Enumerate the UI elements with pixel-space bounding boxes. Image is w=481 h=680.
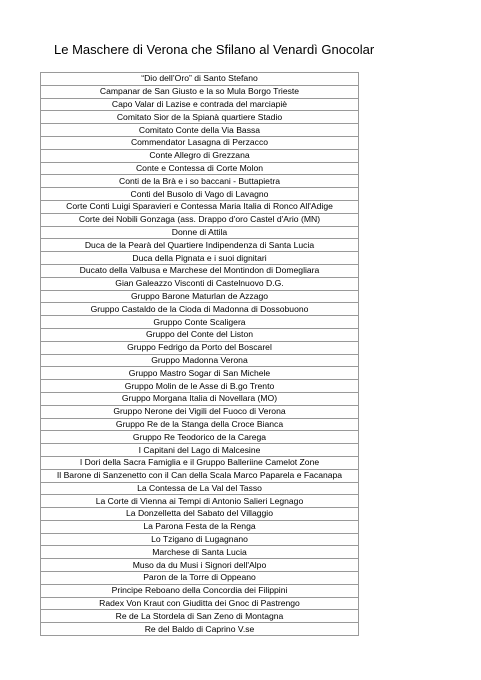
table-cell: Gian Galeazzo Visconti di Castelnuovo D.G. <box>41 277 359 290</box>
table-row <box>41 73 359 86</box>
table-row <box>41 162 359 175</box>
table-cell: Gruppo Re de la Stanga della Croce Bianca <box>41 418 359 431</box>
table-cell: Gruppo Fedrigo da Porto del Boscarel <box>41 341 359 354</box>
table-row <box>41 200 359 213</box>
table-row <box>41 239 359 252</box>
table-cell: I Dori della Sacra Famiglia e il Gruppo Balleriine Camelot Zone <box>41 456 359 469</box>
table-cell: Ducato della Valbusa e Marchese del Montindon di Domegliara <box>41 264 359 277</box>
table-cell: Duca della Pignata e i suoi dignitari <box>41 252 359 265</box>
table-cell: Gruppo Conte Scaligera <box>41 316 359 329</box>
table-cell: La Parona Festa de la Renga <box>41 520 359 533</box>
table-cell: Conti del Busolo di Vago di Lavagno <box>41 188 359 201</box>
table-row <box>41 98 359 111</box>
table-row <box>41 559 359 572</box>
table-cell: Conte Allegro di Grezzana <box>41 149 359 162</box>
table-row <box>41 418 359 431</box>
table-cell: Duca de la Pearà del Quartiere Indipendenza di Santa Lucia <box>41 239 359 252</box>
table-cell: Conti de la Brà e i so baccani - Buttapietra <box>41 175 359 188</box>
table-cell: Conte e Contessa di Corte Molon <box>41 162 359 175</box>
table-row <box>41 124 359 137</box>
table-row <box>41 303 359 316</box>
table-row <box>41 405 359 418</box>
table-cell: Gruppo Madonna Verona <box>41 354 359 367</box>
table-row <box>41 482 359 495</box>
table-row <box>41 431 359 444</box>
table-row <box>41 533 359 546</box>
table-row <box>41 175 359 188</box>
table-cell: I Capitani del Lago di Malcesine <box>41 444 359 457</box>
document-title: Le Maschere di Verona che Sfilano al Venardì Gnocolar <box>54 42 375 57</box>
table-cell: Re de La Stordela di San Zeno di Montagna <box>41 610 359 623</box>
table-cell: “Dio dell’Oro” di Santo Stefano <box>41 73 359 86</box>
table-cell: Comitato Sior de la Spianà quartiere Stadio <box>41 111 359 124</box>
table-row <box>41 380 359 393</box>
table-row <box>41 495 359 508</box>
table-cell: Gruppo Castaldo de la Cioda di Madonna di Dossobuono <box>41 303 359 316</box>
table-cell: Campanar de San Giusto e la so Mula Borgo Trieste <box>41 85 359 98</box>
table-cell: Radex Von Kraut con Giuditta dei Gnoc di Pastrengo <box>41 597 359 610</box>
table-row <box>41 188 359 201</box>
table-row <box>41 354 359 367</box>
masks-table <box>40 72 359 636</box>
table-row <box>41 328 359 341</box>
table-cell: Corte Conti Luigi Sparavieri e Contessa Maria Italia di Ronco All'Adige <box>41 200 359 213</box>
table-row <box>41 597 359 610</box>
table-row <box>41 341 359 354</box>
table-cell: Gruppo del Conte del Liston <box>41 328 359 341</box>
table-cell: Paron de la Torre di Oppeano <box>41 572 359 585</box>
table-row <box>41 546 359 559</box>
table-row <box>41 572 359 585</box>
table-row <box>41 610 359 623</box>
table-row <box>41 213 359 226</box>
table-row <box>41 252 359 265</box>
table-row <box>41 584 359 597</box>
masks-table-body <box>41 73 359 636</box>
table-row <box>41 392 359 405</box>
table-cell: Corte dei Nobili Gonzaga (ass. Drappo d'oro Castel d'Ario (MN) <box>41 213 359 226</box>
table-cell: Gruppo Re Teodorico de la Carega <box>41 431 359 444</box>
table-cell: Muso da du Musi i Signori dell'Alpo <box>41 559 359 572</box>
table-cell: Donne di Attila <box>41 226 359 239</box>
table-row <box>41 290 359 303</box>
table-row <box>41 264 359 277</box>
table-row <box>41 444 359 457</box>
table-row <box>41 316 359 329</box>
table-row <box>41 226 359 239</box>
table-cell: Comitato Conte della Via Bassa <box>41 124 359 137</box>
table-row <box>41 623 359 636</box>
table-cell: La Donzelletta del Sabato del Villaggio <box>41 508 359 521</box>
table-cell: Gruppo Morgana Italia di Novellara (MO) <box>41 392 359 405</box>
table-row <box>41 111 359 124</box>
table-row <box>41 469 359 482</box>
table-row <box>41 149 359 162</box>
table-cell: Capo Valar di Lazise e contrada del marciapiè <box>41 98 359 111</box>
table-cell: La Contessa de La Val del Tasso <box>41 482 359 495</box>
table-cell: Gruppo Mastro Sogar di San Michele <box>41 367 359 380</box>
table-cell: Commendator Lasagna di Perzacco <box>41 136 359 149</box>
table-cell: Il Barone di Sanzenetto con il Can della Scala Marco Paparela e Facanapa <box>41 469 359 482</box>
table-row <box>41 456 359 469</box>
table-cell: Principe Reboano della Concordia dei Filippini <box>41 584 359 597</box>
table-cell: Re del Baldo di Caprino V.se <box>41 623 359 636</box>
table-row <box>41 520 359 533</box>
table-cell: Gruppo Nerone dei Vigili del Fuoco di Verona <box>41 405 359 418</box>
table-row <box>41 85 359 98</box>
table-row <box>41 508 359 521</box>
table-cell: Gruppo Molin de le Asse di B.go Trento <box>41 380 359 393</box>
table-cell: Lo Tzigano di Lugagnano <box>41 533 359 546</box>
table-cell: Gruppo Barone Maturlan de Azzago <box>41 290 359 303</box>
table-row <box>41 277 359 290</box>
table-row <box>41 367 359 380</box>
table-cell: La Corte di Vienna ai Tempi di Antonio Salieri Legnago <box>41 495 359 508</box>
table-row <box>41 136 359 149</box>
table-cell: Marchese di Santa Lucia <box>41 546 359 559</box>
